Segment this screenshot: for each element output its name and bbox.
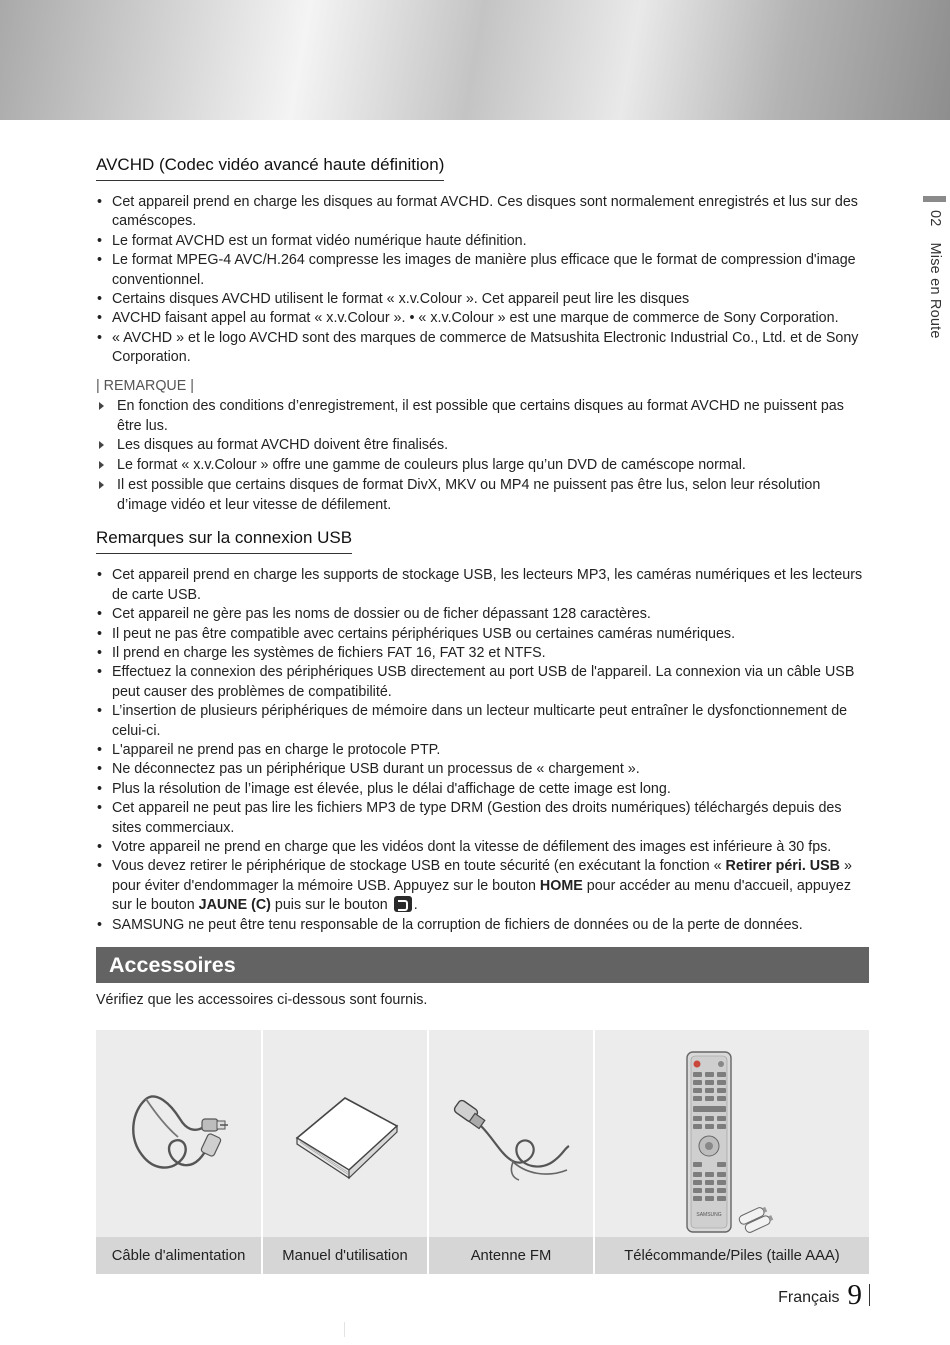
list-item: • Effectuez la connexion des périphériques USB directement au port USB de l'appareil. La connexion via un câble USB peut causer des problèmes de compatibilité. <box>96 663 870 702</box>
usb-remove-instruction: • Vous devez retirer le périphérique de stockage USB en toute sécurité (en exécutant la fonction « Retirer péri. USB » pour éviter d'endommager la mémoire USB. Appuyez sur le bouton HOME pour accéder au menu d'accueil, appuyez sur le bouton JAUNE (C) puis sur le bouton . <box>96 857 870 915</box>
fold-mark <box>344 1322 345 1337</box>
accessory-label: Manuel d'utilisation <box>263 1237 427 1274</box>
list-item: • Cet appareil prend en charge les supports de stockage USB, les lecteurs MP3, les caméras numériques et les lecteurs de carte USB. <box>96 566 870 605</box>
list-item: • Votre appareil ne prend en charge que les vidéos dont la vitesse de défilement des images est inférieure à 30 fps. <box>96 838 870 857</box>
remote-brand: SAMSUNG <box>696 1212 722 1218</box>
accessories-grid <box>96 1030 869 1274</box>
remark-item: En fonction des conditions d’enregistrement, il est possible que certains disques au format AVCHD ne puissent pas être lus. <box>96 397 870 436</box>
usb-section-title: Remarques sur la connexion USB <box>96 528 352 554</box>
manual-icon <box>293 1092 403 1184</box>
avchd-bullet-list <box>96 193 870 368</box>
remark-item: Le format « x.v.Colour » offre une gamme de couleurs plus large qu’un DVD de caméscope normal. <box>96 456 870 476</box>
main-content <box>96 155 870 935</box>
remark-item: Les disques au format AVCHD doivent être finalisés. <box>96 436 870 456</box>
list-item: • Il peut ne pas être compatible avec certains périphériques USB ou certaines caméras numériques. <box>96 625 870 644</box>
accessories-header: Accessoires <box>96 947 869 983</box>
page-divider <box>869 1284 870 1306</box>
remark-label: | REMARQUE | <box>96 377 194 394</box>
yellow-button-name: JAUNE (C) <box>198 897 271 914</box>
list-item: • L’insertion de plusieurs périphériques de mémoire dans un lecteur multicarte peut entraîner le dysfonctionnement de celui-ci. <box>96 702 870 741</box>
accessory-remote-batteries <box>595 1030 869 1274</box>
list-item: • Il prend en charge les systèmes de fichiers FAT 16, FAT 32 et NTFS. <box>96 644 870 663</box>
accessory-label: Câble d'alimentation <box>96 1237 261 1274</box>
list-item: • Cet appareil ne gère pas les noms de dossier ou de ficher dépassant 128 caractères. <box>96 605 870 624</box>
accessory-fm-antenna <box>429 1030 593 1274</box>
language-label: Français <box>778 1289 840 1306</box>
home-button-name: HOME <box>539 877 583 894</box>
list-item: • Cet appareil ne peut pas lire les fichiers MP3 de type DRM (Gestion des droits numériques) téléchargés depuis des sites commerciaux. <box>96 799 870 838</box>
list-item: • Ne déconnectez pas un périphérique USB durant un processus de « chargement ». <box>96 760 870 779</box>
header-banner <box>0 0 950 120</box>
list-item: • L'appareil ne prend pas en charge le protocole PTP. <box>96 741 870 760</box>
accessory-manual <box>263 1030 427 1274</box>
chapter-tab-text <box>927 210 943 339</box>
power-cable-icon <box>124 1085 234 1185</box>
chapter-number: 02 <box>927 210 943 227</box>
avchd-section-title: AVCHD (Codec vidéo avancé haute définition) <box>96 155 444 181</box>
chapter-title: Mise en Route <box>927 242 943 339</box>
remote-batteries-icon <box>683 1048 783 1238</box>
accessory-label: Antenne FM <box>429 1237 593 1274</box>
list-item: • Plus la résolution de l’image est élevée, plus le délai d'affichage de cette image est long. <box>96 780 870 799</box>
remark-list <box>96 397 870 515</box>
list-item: • SAMSUNG ne peut être tenu responsable de la corruption de fichiers de données ou de la perte de données. <box>96 916 870 935</box>
function-name-retirer: Retirer péri. USB <box>725 858 840 875</box>
return-button-icon <box>394 896 412 912</box>
list-item: • « AVCHD » et le logo AVCHD sont des marques de commerce de Matsushita Electronic Industrial Co., Ltd. et de Sony Corporation. <box>96 329 870 368</box>
accessory-label: Télécommande/Piles (taille AAA) <box>595 1237 869 1274</box>
remark-item: Il est possible que certains disques de format DivX, MKV ou MP4 ne puissent pas être lus, selon leur résolution d’image vidéo et leur vitesse de défilement. <box>96 476 870 515</box>
list-item: • AVCHD faisant appel au format « x.v.Colour ». • « x.v.Colour » est une marque de commerce de Sony Corporation. <box>96 309 870 328</box>
usb-bullet-list <box>96 566 870 935</box>
list-item: • Certains disques AVCHD utilisent le format « x.v.Colour ». Cet appareil peut lire les disques <box>96 290 870 309</box>
page-number: 9 <box>847 1279 862 1311</box>
chapter-side-tab <box>912 196 948 366</box>
chapter-tab-bar <box>923 196 946 202</box>
list-item: • Le format MPEG-4 AVC/H.264 compresse les images de manière plus efficace que le format de compression d'image conventionnel. <box>96 251 870 290</box>
list-item: • Cet appareil prend en charge les disques au format AVCHD. Ces disques sont normalement enregistrés et lus sur des caméscopes. <box>96 193 870 232</box>
accessories-intro: Vérifiez que les accessoires ci-dessous sont fournis. <box>96 992 428 1008</box>
accessory-power-cable <box>96 1030 261 1274</box>
list-item: • Le format AVCHD est un format vidéo numérique haute définition. <box>96 232 870 251</box>
page-footer <box>778 1280 870 1310</box>
fm-antenna-icon <box>451 1098 576 1188</box>
